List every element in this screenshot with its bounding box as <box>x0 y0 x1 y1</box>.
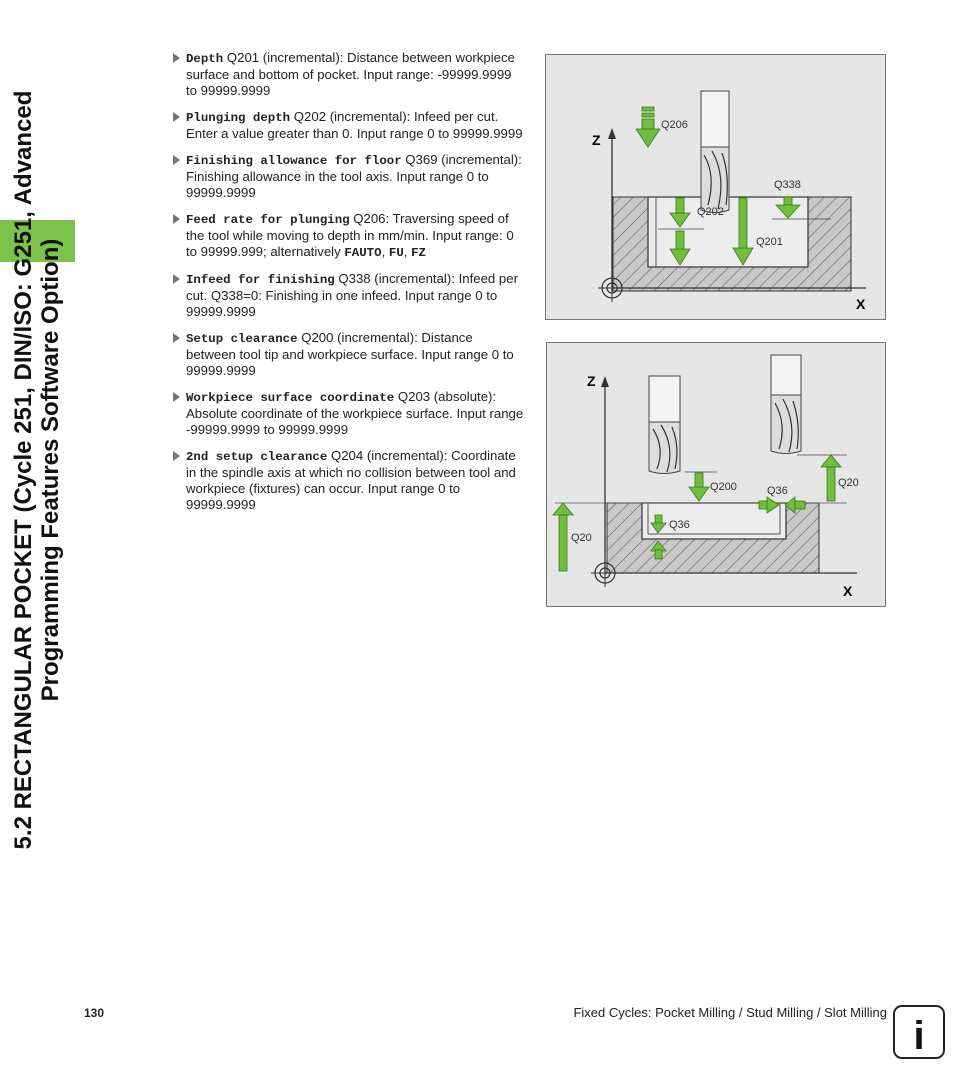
param-depth: Depth Q201 (incremental): Distance between workpiece surface and bottom of pocket. Input range: -99999.9999 to 99999.9999 <box>170 50 526 99</box>
q206-feed-arrow-icon <box>636 107 660 147</box>
param-2nd-setup-clearance: 2nd setup clearance Q204 (incremental): Coordinate in the spindle axis at which no collision between tool and workpiece (fixtures) can occur. Input range 0 to 99999.9999 <box>170 448 526 513</box>
bullet-triangle-icon <box>173 53 180 63</box>
milling-cutter-icon <box>649 376 680 474</box>
q36-label-top: Q36 <box>767 485 788 497</box>
side-title-line1: 5.2 RECTANGULAR POCKET (Cycle 251, DIN/ISO: G251, Advanced <box>10 90 37 850</box>
milling-cutter-icon <box>771 355 801 454</box>
bullet-triangle-icon <box>173 392 180 402</box>
param-plunging-depth: Plunging depth Q202 (incremental): Infeed per cut. Enter a value greater than 0. Input range 0 to 99999.9999 <box>170 109 526 142</box>
param-infeed-finishing: Infeed for finishing Q338 (incremental): Infeed per cut. Q338=0: Finishing in one infeed. Input range 0 to 99999.9999 <box>170 271 526 320</box>
q36-label-bottom: Q36 <box>669 519 690 531</box>
info-icon-glyph: i <box>913 1014 925 1057</box>
x-axis-label: X <box>856 296 866 312</box>
figure-pocket-depth <box>545 54 886 320</box>
info-icon <box>893 1005 945 1059</box>
figure-pocket-clearance <box>546 342 886 607</box>
bullet-triangle-icon <box>173 214 180 224</box>
q201-label: Q201 <box>756 236 783 248</box>
parameter-list <box>170 50 526 523</box>
bullet-triangle-icon <box>173 274 180 284</box>
q338-label: Q338 <box>774 179 801 191</box>
q206-label: Q206 <box>661 119 688 131</box>
bullet-triangle-icon <box>173 451 180 461</box>
q202-label: Q202 <box>697 206 724 218</box>
x-axis-label: X <box>843 583 853 599</box>
bullet-triangle-icon <box>173 112 180 122</box>
bullet-triangle-icon <box>173 333 180 343</box>
q200-label: Q200 <box>710 481 737 493</box>
z-axis-label: Z <box>587 373 596 389</box>
q20-right-label: Q20 <box>838 477 859 489</box>
param-finishing-allowance: Finishing allowance for floor Q369 (incremental): Finishing allowance in the tool axis. Input range 0 to 99999.9999 <box>170 152 526 201</box>
param-feed-rate: Feed rate for plunging Q206: Traversing speed of the tool while moving to depth in mm/min. Input range: 0 to 99999.999; alternatively FAUTO, FU, FZ <box>170 211 526 261</box>
milling-cutter-icon <box>701 91 729 213</box>
param-setup-clearance: Setup clearance Q200 (incremental): Distance between tool tip and workpiece surface. Input range 0 to 99999.9999 <box>170 330 526 379</box>
footer-chapter-text: Fixed Cycles: Pocket Milling / Stud Milling / Slot Milling <box>573 1005 887 1020</box>
bullet-triangle-icon <box>173 155 180 165</box>
page-number: 130 <box>84 1006 105 1020</box>
side-title-line2: Programming Features Software Option) <box>37 238 64 702</box>
q20-left-label: Q20 <box>571 532 592 544</box>
z-axis-label: Z <box>592 132 601 148</box>
param-workpiece-surface: Workpiece surface coordinate Q203 (absolute): Absolute coordinate of the workpiece surface. Input range -99999.9999 to 99999.9999 <box>170 389 526 438</box>
figure-pocket-clearance-drawing <box>547 343 885 606</box>
q200-arrow-icon <box>689 473 709 501</box>
chapter-side-title <box>10 40 90 900</box>
q20-left-arrow-icon <box>553 503 573 571</box>
figure-pocket-depth-drawing <box>546 55 885 319</box>
